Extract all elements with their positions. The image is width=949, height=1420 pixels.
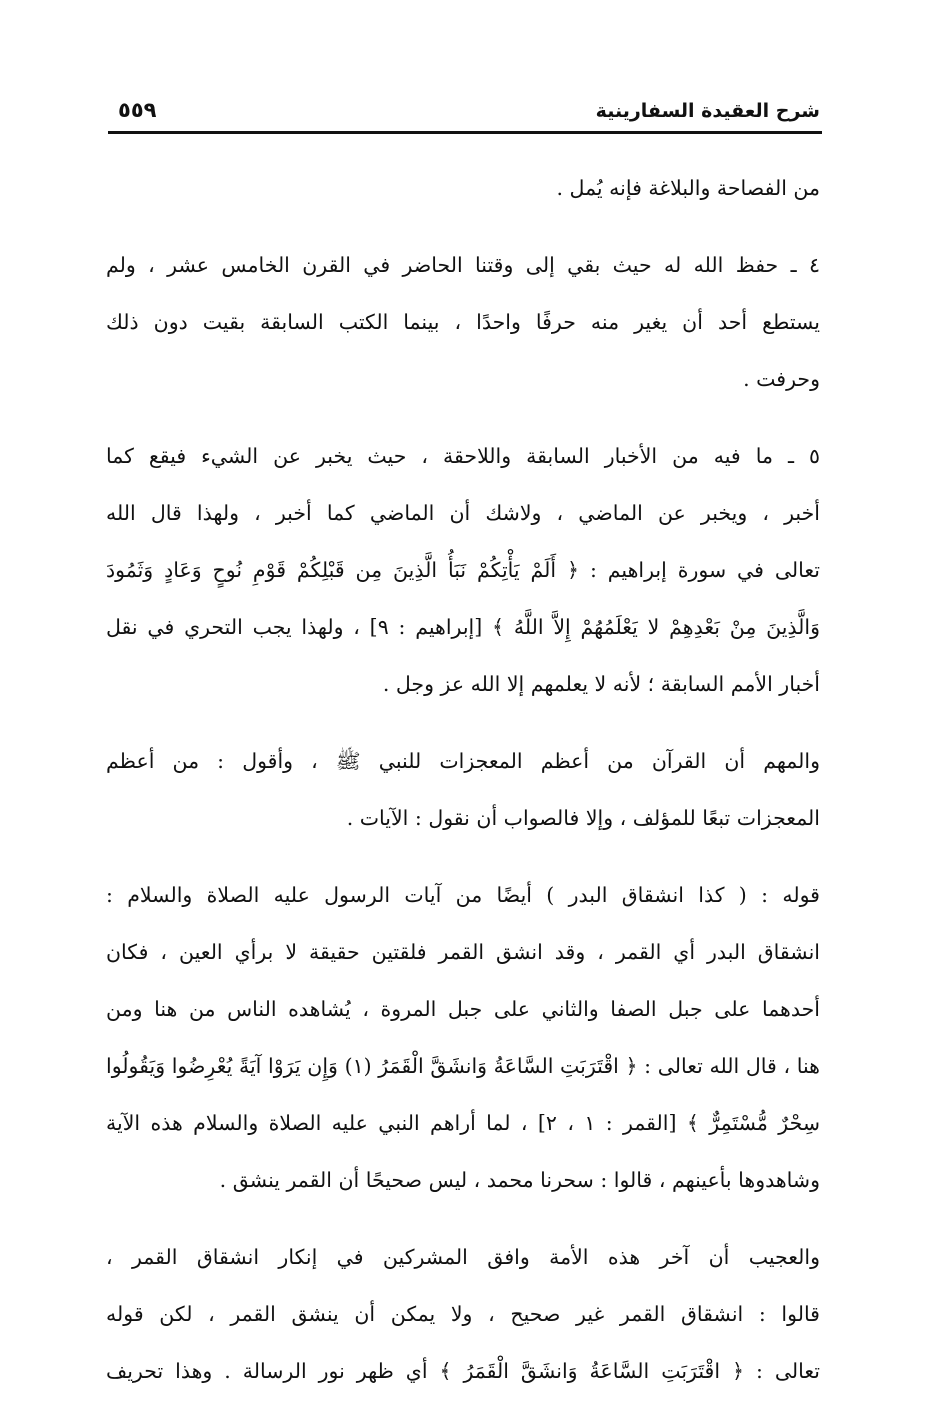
text-line: من الفصاحة والبلاغة فإنه يُمل .	[556, 176, 820, 200]
text-line: والمهم أن القرآن من أعظم المعجزات للنبي ﷺ ، وأقول : من أعظم	[106, 749, 820, 773]
text-line: سِحْرٌ مُّسْتَمِرٌّ ﴾ [القمر : ١ ، ٢] ، لما أراهم النبي عليه الصلاة والسلام هذه الآية	[106, 1111, 820, 1135]
paragraph-5	[106, 867, 820, 1209]
page-number: ٥٥٩	[118, 98, 157, 122]
text-line: وَالَّذِينَ مِنْ بَعْدِهِمْ لا يَعْلَمُهُمْ إِلاَّ اللَّهُ ﴾ [إبراهيم : ٩] ، ولهذا يجب التحري في نقل	[106, 615, 820, 639]
text-line: انشقاق البدر أي القمر ، وقد انشق القمر فلقتين حقيقة لا برأي العين ، فكان	[106, 940, 820, 964]
book-title: شرح العقيدة السفارينية	[595, 100, 820, 122]
text-line: ٤ ـ حفظ الله له حيث بقي إلى وقتنا الحاضر في القرن الخامس عشر ، ولم	[106, 253, 820, 277]
text-line: أخبر ، ويخبر عن الماضي ، ولاشك أن الماضي كما أخبر ، ولهذا قال الله	[106, 501, 820, 525]
text-line: تعالى : ﴿ اقْتَرَبَتِ السَّاعَةُ وَانشَقَّ الْقَمَرُ ﴾ أي ظهر نور الرسالة . وهذا تحريف	[106, 1359, 820, 1383]
text-line: أحدهما على جبل الصفا والثاني على جبل المروة ، يُشاهده الناس من هنا ومن	[106, 997, 820, 1021]
header-divider	[108, 131, 822, 134]
text-line: والعجيب أن آخر هذه الأمة وافق المشركين في إنكار انشقاق القمر ،	[106, 1245, 820, 1269]
text-line: المعجزات تبعًا للمؤلف ، وإلا فالصواب أن نقول : الآيات .	[346, 806, 820, 830]
paragraph-3	[106, 428, 820, 713]
text-line: وحرفت .	[743, 367, 820, 391]
text-line: وشاهدوها بأعينهم ، قالوا : سحرنا محمد ، ليس صحيحًا أن القمر ينشق .	[219, 1168, 820, 1192]
text-line: هنا ، قال الله تعالى : ﴿ اقْتَرَبَتِ السَّاعَةُ وَانشَقَّ الْقَمَرُ (١) وَإِن يَرَوْا آيَةً يُعْرِضُوا وَيَقُولُوا	[106, 1054, 820, 1078]
page-body	[106, 160, 820, 1420]
text-line: أخبار الأمم السابقة ؛ لأنه لا يعلمهم إلا الله عز وجل .	[382, 672, 820, 696]
paragraph-2	[106, 237, 820, 408]
text-line: قالوا : انشقاق القمر غير صحيح ، ولا يمكن أن ينشق القمر ، لكن قوله	[106, 1302, 820, 1326]
paragraph-1	[106, 160, 820, 217]
text-line: قوله : ( كذا انشقاق البدر ) أيضًا من آيات الرسول عليه الصلاة والسلام :	[106, 883, 820, 907]
running-header	[112, 98, 820, 130]
text-line: يستطع أحد أن يغير منه حرفًا واحدًا ، بينما الكتب السابقة بقيت دون ذلك	[106, 310, 820, 334]
paragraph-6	[106, 1229, 820, 1400]
text-line: ٥ ـ ما فيه من الأخبار السابقة واللاحقة ، حيث يخبر عن الشيء فيقع كما	[106, 444, 820, 468]
paragraph-4	[106, 733, 820, 847]
text-line: تعالى في سورة إبراهيم : ﴿ أَلَمْ يَأْتِكُمْ نَبَأُ الَّذِينَ مِن قَبْلِكُمْ قَوْمِ نُوحٍ وَعَادٍ وَثَمُودَ	[106, 558, 820, 582]
